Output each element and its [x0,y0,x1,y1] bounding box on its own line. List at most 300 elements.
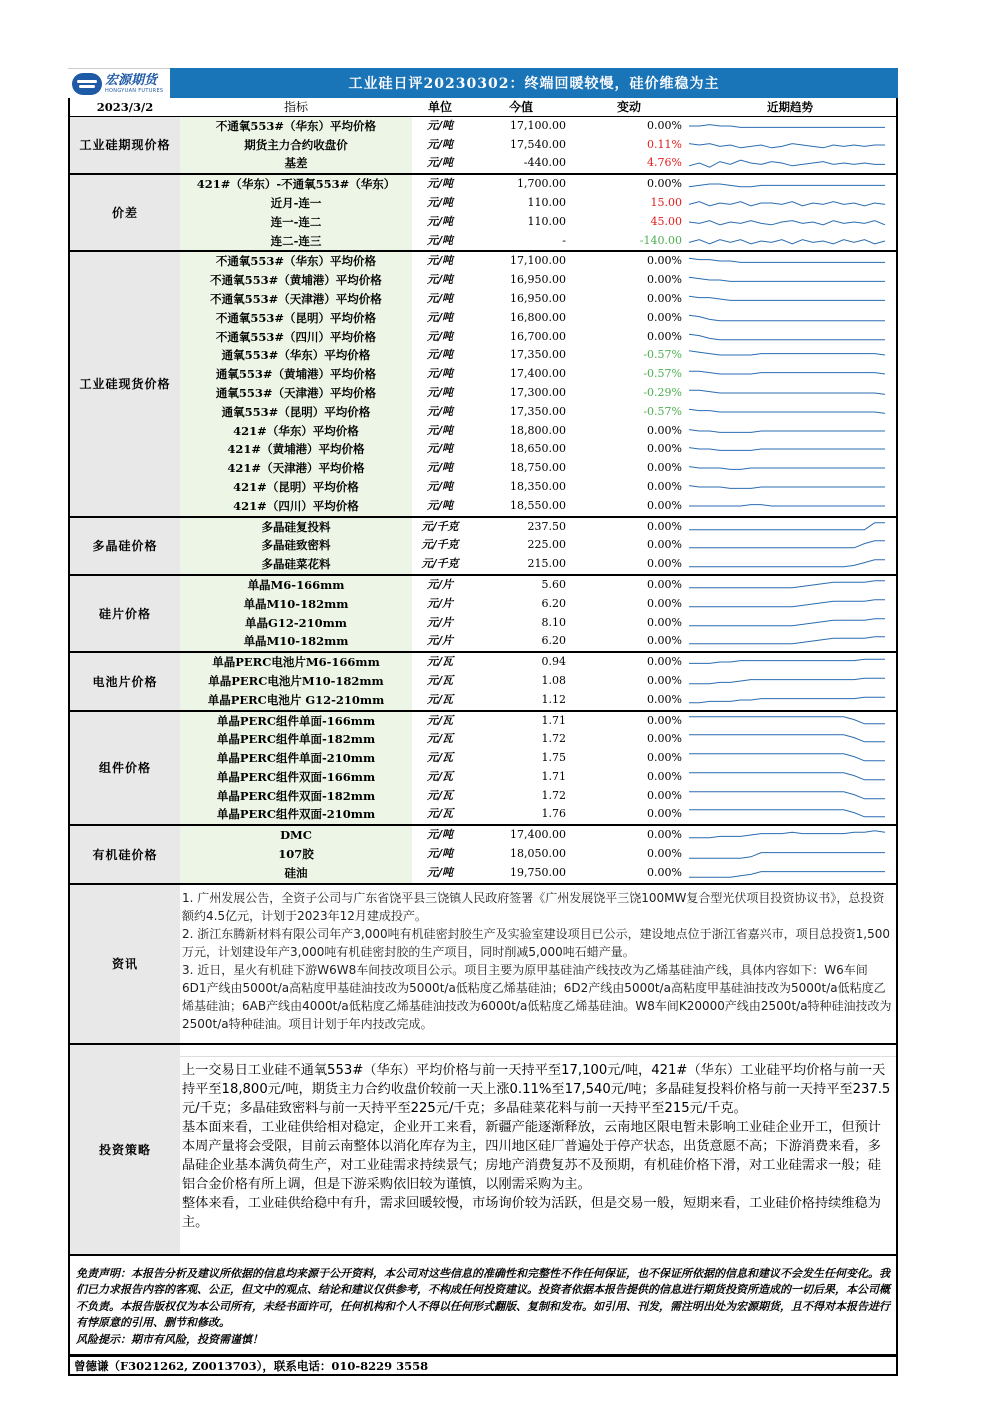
value-cell: 1.08 [541,673,566,687]
change-cell: 0.00% [647,769,682,783]
table-row [180,536,896,555]
indicator-name: 不通氧553#（天津港）平均价格 [180,290,412,309]
sparkline-line [689,429,885,432]
trend-cell [684,252,896,271]
value-cell: 17,540.00 [510,137,566,151]
value-cell: 17,100.00 [510,254,566,268]
sparkline-line [689,161,885,168]
sparkline-line [689,315,885,321]
indicator-name: 421#（天津港）平均价格 [180,459,412,478]
trend-sparkline [688,385,886,401]
header-trend: 近期趋势 [767,100,813,114]
table-row [180,290,896,309]
value-cell: 1.72 [541,788,566,802]
indicator-name: 期货主力合约收盘价 [180,136,412,155]
unit-cell: 元/吨 [426,847,454,861]
news-item: 1. 广州发展公告，全资子公司与广东省饶平县三饶镇人民政府签署《广州发展饶平三饶100MW复合型光伏项目投资协议书》，总投资额约4.5亿元，计划于2023年12月建成投产。 [182,890,885,923]
value-cell: 17,400.00 [510,367,566,381]
disclaimer-text: 免责声明：本报告分析及建议所依据的信息均来源于公开资料，本公司对这些信息的准确性和完整性不作任何保证，也不保证所依据的信息和建议不会发生任何变化。我们已力求报告内容的客观、公正，但文中的观点、结论和建议仅供参考，不构成任何投资建议。投资者依据本报告提供的信息进行期货投资所造成的一切后果，本公司概不负责。本报告版权仅为本公司所有，未经书面许可，任何机构和个人不得以任何形式翻版、复制和发布。如引用、刊发，需注明出处为宏源期货，且不得对本报告进行有悖原意的引用、删节和修改。 [76,1266,890,1330]
unit-cell: 元/吨 [426,137,454,151]
value-cell: 1.71 [541,713,566,727]
value-cell: 110.00 [527,195,566,209]
header-unit: 单位 [427,100,452,114]
trend-cell [684,154,896,173]
trend-cell [684,749,896,768]
change-cell: 0.00% [647,442,682,456]
table-row [180,845,896,864]
change-cell: 0.00% [647,310,682,324]
unit-cell: 元/瓦 [426,713,454,727]
news-item: 3. 近日，星火有机硅下游W6W8车间技改项目公示。项目主要为原甲基硅油产线技改为乙烯基硅油产线，具体内容如下：W6车间6D1产线由5000t/a高粘度甲基硅油技改为5000t/a低粘度乙烯基硅油；6D2产线由5000t/a高粘度甲基硅油技改为5000t/a低粘度乙烯基硅油；6AB产线由4000t/a低粘度乙烯基硅油技改为6000t/a低粘度乙烯基硅油。W8车间K20000产线由2500t/a特种硅油技改为2500t/a特种硅油。项目计划于年内技改完成。 [182,962,892,1031]
table-row [180,328,896,347]
change-cell: -140.00 [639,233,682,247]
table-header-row [70,98,896,117]
trend-cell [684,536,896,555]
trend-sparkline [688,155,886,171]
change-cell: 0.00% [647,479,682,493]
unit-cell: 元/吨 [426,828,454,842]
table-row [180,864,896,883]
trend-sparkline [688,441,886,457]
value-cell: 17,300.00 [510,385,566,399]
indicator-name: 近月-连一 [180,194,412,213]
sparkline-line [689,124,885,127]
sparkline-line [689,486,885,489]
trend-cell [684,290,896,309]
trend-cell [684,403,896,422]
trend-sparkline [688,827,886,843]
indicator-name: 通氧553#（华东）平均价格 [180,346,412,365]
table-group [70,252,896,517]
indicator-name: 不通氧553#（华东）平均价格 [180,252,412,271]
table-row [180,384,896,403]
group-rows [180,712,896,825]
indicator-name: 单晶PERC组件双面-182mm [180,787,412,806]
trend-cell [684,365,896,384]
trend-sparkline [688,750,886,766]
value-cell: 19,750.00 [510,865,566,879]
table-row [180,518,896,537]
trend-sparkline [688,423,886,439]
trend-cell [684,384,896,403]
indicator-name: 多晶硅致密料 [180,536,412,555]
change-cell: 0.00% [647,538,682,552]
change-cell: 4.76% [647,156,682,170]
indicator-name: 通氧553#（天津港）平均价格 [180,384,412,403]
price-table [68,98,898,885]
unit-cell: 元/吨 [426,423,454,437]
indicator-name: 基差 [180,154,412,173]
trend-sparkline [688,329,886,345]
unit-cell: 元/吨 [426,348,454,362]
table-group [70,576,896,653]
unit-cell: 元/片 [426,615,454,629]
group-label: 工业硅期现价格 [70,117,180,173]
logo-name-cn: 宏源期货 [105,72,158,88]
trend-sparkline [688,291,886,307]
change-cell: -0.57% [643,367,682,381]
value-cell: 110.00 [527,214,566,228]
trend-cell [684,136,896,155]
value-cell: 17,350.00 [510,404,566,418]
change-cell: 0.00% [647,692,682,706]
indicator-name: 硅油 [180,864,412,883]
table-row [180,440,896,459]
group-label: 工业硅现货价格 [70,252,180,515]
indicator-name: 通氧553#（黄埔港）平均价格 [180,365,412,384]
value-cell: 1,700.00 [517,177,566,191]
sparkline-line [689,277,885,281]
change-cell: -0.29% [643,385,682,399]
unit-cell: 元/瓦 [426,673,454,687]
table-row [180,595,896,614]
group-rows [180,576,896,651]
report-sheet [68,68,898,1376]
change-cell: 0.00% [647,634,682,648]
value-cell: 5.60 [541,577,566,591]
unit-cell: 元/瓦 [426,751,454,765]
value-cell: 16,800.00 [510,310,566,324]
indicator-name: 单晶PERC组件双面-210mm [180,805,412,824]
trend-cell [684,614,896,633]
sparkline-line [689,600,885,607]
strategy-label: 投资策略 [70,1045,180,1254]
table-row [180,632,896,651]
table-row [180,555,896,574]
table-group [70,518,896,576]
change-cell: 0.00% [647,254,682,268]
indicator-name: 单晶PERC电池片M10-182mm [180,672,412,691]
trend-sparkline [688,769,886,785]
trend-cell [684,845,896,864]
trend-sparkline [688,460,886,476]
unit-cell: 元/吨 [426,461,454,475]
table-row [180,749,896,768]
table-row [180,826,896,845]
table-row [180,712,896,731]
trend-cell [684,826,896,845]
sparkline-line [689,697,885,703]
analyst-contact: 曾德谦（F3021262, Z0013703），联系电话：010-8229 3558 [68,1356,898,1376]
strategy-section [68,1045,898,1256]
trend-sparkline [688,654,886,670]
table-group [70,826,896,882]
table-group [70,653,896,711]
indicator-name: 单晶M6-166mm [180,576,412,595]
change-cell: 0.00% [647,273,682,287]
strategy-paragraph: 基本面来看，工业硅供给相对稳定，企业开工来看，新疆产能逐渐释放，云南地区限电暂未影响工业硅企业开工，但预计本周产量将会受限，目前云南整体以消化库存为主，四川地区硅厂普遍处于停产状态，出货意愿不高；下游消费来看，多晶硅企业基本满负荷生产，对工业硅需求持续景气；房地产消费复苏不及预期，有机硅价格下滑，对工业硅需求一般；硅铝合金价格有所上调，但是下游采购依旧较为谨慎，以刚需采购为主。 [182,1119,881,1192]
sparkline-line [689,371,885,374]
trend-sparkline [688,788,886,804]
indicator-name: 单晶PERC组件单面-210mm [180,749,412,768]
trend-cell [684,672,896,691]
table-row [180,365,896,384]
trend-cell [684,117,896,136]
unit-cell: 元/吨 [426,404,454,418]
value-cell: 1.72 [541,732,566,746]
news-label: 资讯 [70,885,180,1043]
sparkline-line [689,220,885,224]
sparkline-line [689,467,885,470]
sparkline-line [689,504,885,505]
indicator-name: 单晶PERC电池片 G12-210mm [180,691,412,710]
table-row [180,213,896,232]
change-cell: 0.00% [647,577,682,591]
unit-cell: 元/吨 [426,214,454,228]
unit-cell: 元/瓦 [426,692,454,706]
unit-cell: 元/吨 [426,498,454,512]
indicator-name: 不通氧553#（黄埔港）平均价格 [180,271,412,290]
change-cell: 0.00% [647,828,682,842]
trend-sparkline [688,118,886,134]
table-row [180,768,896,787]
indicator-name: DMC [180,826,412,845]
indicator-name: 不通氧553#（四川）平均价格 [180,328,412,347]
value-cell: 1.71 [541,769,566,783]
table-row [180,576,896,595]
unit-cell: 元/瓦 [426,807,454,821]
trend-sparkline [688,479,886,495]
table-row [180,117,896,136]
table-group [70,175,896,252]
strategy-body [180,1045,896,1254]
trend-cell [684,440,896,459]
change-cell: -0.57% [643,348,682,362]
table-row [180,309,896,328]
group-rows [180,518,896,574]
value-cell: 215.00 [527,557,566,571]
sparkline-line [689,853,885,859]
unit-cell: 元/吨 [426,310,454,324]
change-cell: 0.11% [647,137,682,151]
change-cell: 0.00% [647,596,682,610]
table-row [180,346,896,365]
sparkline-line [689,791,885,798]
value-cell: 0.94 [541,655,566,669]
sparkline-line [689,773,885,780]
trend-sparkline [688,713,886,729]
table-row [180,232,896,251]
trend-cell [684,555,896,574]
strategy-paragraph: 整体来看，工业硅供给稳中有升，需求回暖较慢，市场询价较为活跃，但是交易一般，短期来看，工业硅价格持续维稳为主。 [182,1195,881,1230]
trend-cell [684,864,896,883]
value-cell: 18,800.00 [510,423,566,437]
table-row [180,730,896,749]
trend-sparkline [688,692,886,708]
trend-sparkline [688,253,886,269]
risk-warning: 风险提示：期市有风险，投资需谨慎！ [76,1332,263,1346]
indicator-name: 多晶硅菜花料 [180,555,412,574]
change-cell: 0.00% [647,177,682,191]
value-cell: 16,950.00 [510,291,566,305]
value-cell: 16,700.00 [510,329,566,343]
unit-cell: 元/吨 [426,254,454,268]
trend-sparkline [688,137,886,153]
value-cell: 6.20 [541,634,566,648]
group-label: 电池片价格 [70,653,180,709]
unit-cell: 元/千克 [421,519,459,533]
unit-cell: 元/吨 [426,233,454,247]
value-cell: - [562,233,566,247]
sparkline-line [689,390,885,394]
sparkline-line [689,831,885,838]
change-cell: 0.00% [647,655,682,669]
table-row [180,478,896,497]
unit-cell: 元/吨 [426,156,454,170]
table-row [180,497,896,516]
group-label: 多晶硅价格 [70,518,180,574]
table-row [180,252,896,271]
table-row [180,691,896,710]
trend-cell [684,213,896,232]
trend-cell [684,730,896,749]
trend-sparkline [688,577,886,593]
change-cell: 0.00% [647,847,682,861]
change-cell: 0.00% [647,673,682,687]
unit-cell: 元/片 [426,577,454,591]
indicator-name: 421#（华东）平均价格 [180,422,412,441]
trend-cell [684,459,896,478]
change-cell: 0.00% [647,557,682,571]
sparkline-line [689,334,885,340]
trend-sparkline [688,537,886,553]
trend-cell [684,497,896,516]
value-cell: 17,100.00 [510,118,566,132]
table-groups [70,117,896,883]
trend-sparkline [688,233,886,249]
news-body [180,885,896,1043]
value-cell: 18,050.00 [510,847,566,861]
trend-cell [684,478,896,497]
indicator-name: 多晶硅复投料 [180,518,412,537]
strategy-paragraph: 上一交易日工业硅不通氧553#（华东）平均价格与前一天持平至17,100元/吨，421#（华东）工业硅平均价格与前一天持平至18,800元/吨，期货主力合约收盘价较前一天上涨0.11%至17,540元/吨；多晶硅复投料价格与前一天持平至237.5元/千克；多晶硅致密料与前一天持平至225元/千克；多晶硅菜花料与前一天持平至215元/千克。 [182,1062,891,1116]
sparkline-line [689,296,885,300]
value-cell: 18,350.00 [510,479,566,493]
sparkline-line [689,202,885,206]
trend-cell [684,232,896,251]
unit-cell: 元/片 [426,634,454,648]
change-cell: 0.00% [647,788,682,802]
unit-cell: 元/吨 [426,195,454,209]
table-group [70,117,896,175]
indicator-name: 单晶M10-182mm [180,632,412,651]
sparkline-line [689,522,885,529]
sparkline-line [689,560,885,567]
table-row [180,154,896,173]
change-cell: 0.00% [647,291,682,305]
unit-cell: 元/吨 [426,385,454,399]
trend-cell [684,422,896,441]
indicator-name: 通氧553#（昆明）平均价格 [180,403,412,422]
value-cell: 18,750.00 [510,461,566,475]
sparkline-line [689,754,885,761]
table-row [180,653,896,672]
header-today: 今值 [508,100,533,114]
trend-cell [684,194,896,213]
table-group [70,712,896,827]
logo-name-en: HONGYUAN FUTURES [105,87,164,94]
group-label: 价差 [70,175,180,250]
indicator-name: 连一-连二 [180,213,412,232]
trend-sparkline [688,519,886,535]
trend-cell [684,768,896,787]
news-item: 2. 浙江东腾新材料有限公司年产3,000吨有机硅密封胶生产及实验室建设项目已公示，建设地点位于浙江省嘉兴市，项目总投资1,500万元，计划建设年产3,000吨有机硅密封胶的生产项目，同时削减5,000吨石蜡产量。 [182,926,890,959]
trend-sparkline [688,806,886,822]
group-label: 硅片价格 [70,576,180,651]
value-cell: -440.00 [523,156,566,170]
sparkline-line [689,659,885,663]
sparkline-line [689,637,885,644]
trend-sparkline [688,404,886,420]
unit-cell: 元/吨 [426,291,454,305]
indicator-name: 连二-连三 [180,232,412,251]
table-row [180,175,896,194]
change-cell: 0.00% [647,329,682,343]
table-row [180,787,896,806]
trend-sparkline [688,272,886,288]
change-cell: 0.00% [647,519,682,533]
unit-cell: 元/吨 [426,442,454,456]
sparkline-line [689,735,885,742]
group-label: 组件价格 [70,712,180,825]
unit-cell: 元/瓦 [426,788,454,802]
change-cell: 0.00% [647,865,682,879]
change-cell: 0.00% [647,118,682,132]
logo-text [105,74,163,94]
trend-cell [684,346,896,365]
value-cell: 17,400.00 [510,828,566,842]
trend-sparkline [688,214,886,230]
table-row [180,271,896,290]
report-date: 2023/3/2 [96,100,154,114]
trend-sparkline [688,731,886,747]
trend-cell [684,309,896,328]
trend-sparkline [688,865,886,881]
value-cell: 18,650.00 [510,442,566,456]
sparkline-line [689,581,885,588]
divider [180,1049,896,1057]
trend-sparkline [688,347,886,363]
trend-sparkline [688,195,886,211]
trend-cell [684,787,896,806]
change-cell: 45.00 [650,214,682,228]
unit-cell: 元/片 [426,596,454,610]
trend-sparkline [688,366,886,382]
sparkline-line [689,810,885,817]
sparkline-line [689,618,885,625]
change-cell: -0.57% [643,404,682,418]
sparkline-line [689,259,885,263]
indicator-name: 421#（昆明）平均价格 [180,478,412,497]
trend-cell [684,175,896,194]
indicator-name: 单晶PERC组件单面-182mm [180,730,412,749]
change-cell: 0.00% [647,423,682,437]
table-row [180,459,896,478]
sparkline-line [689,184,885,187]
disclaimer [68,1256,898,1357]
change-cell: 15.00 [650,195,682,209]
trend-sparkline [688,633,886,649]
indicator-name: 单晶M10-182mm [180,595,412,614]
sparkline-line [689,409,885,413]
trend-sparkline [688,310,886,326]
change-cell: 0.00% [647,751,682,765]
unit-cell: 元/吨 [426,367,454,381]
indicator-name: 单晶G12-210mm [180,614,412,633]
trend-cell [684,712,896,731]
indicator-name: 单晶PERC组件单面-166mm [180,712,412,731]
unit-cell: 元/吨 [426,118,454,132]
